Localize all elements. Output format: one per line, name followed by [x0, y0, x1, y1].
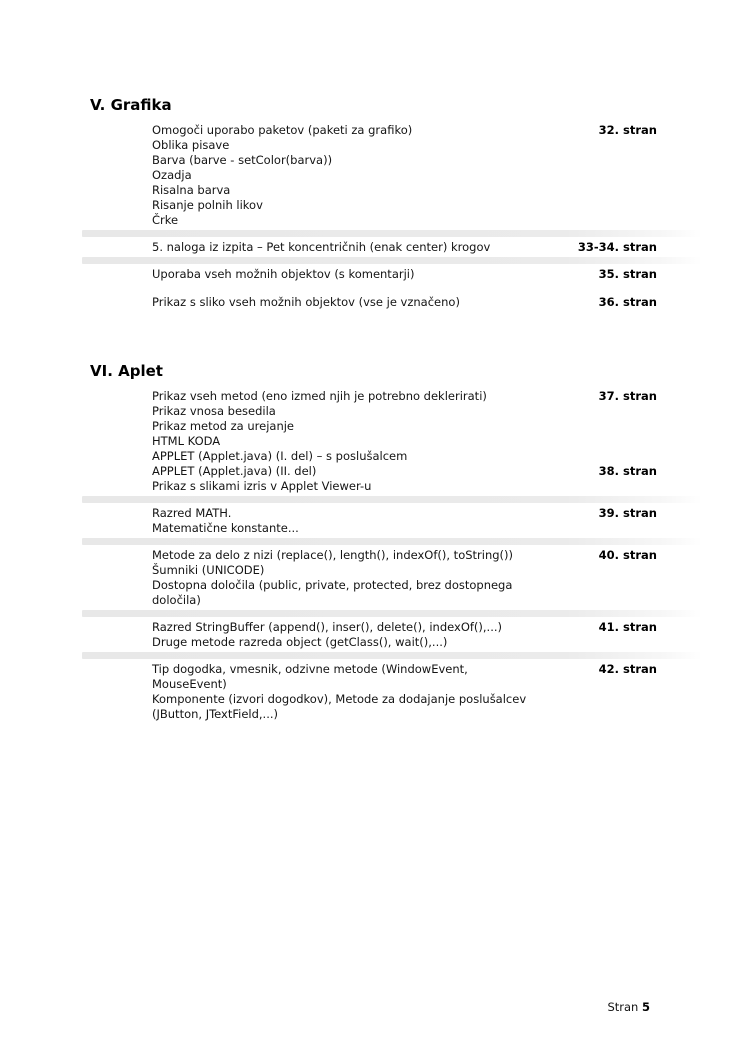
spacer: [90, 282, 657, 295]
toc-entry-text: Prikaz metod za urejanje: [152, 419, 295, 433]
toc-row: [152, 449, 657, 464]
footer-page-number: 5: [641, 1000, 650, 1014]
toc-row: [152, 183, 657, 198]
toc-row: [152, 168, 657, 183]
toc-entry-text: Razred MATH.: [152, 506, 232, 520]
toc-entry-page: 37. stran: [598, 389, 657, 403]
toc-row: [152, 506, 657, 521]
toc-group: [90, 389, 657, 494]
toc-entry-text: Oblika pisave: [152, 138, 230, 152]
toc-row: [152, 153, 657, 168]
toc-entry-text: Uporaba vseh možnih objektov (s komentarji): [152, 267, 415, 281]
toc-row: [152, 578, 657, 593]
toc-row: [152, 267, 657, 282]
toc-group: [90, 295, 657, 310]
toc-entry-text: (JButton, JTextField,...): [152, 707, 279, 721]
toc-row: [152, 434, 657, 449]
toc-group: [90, 506, 657, 536]
separator-bar: [82, 496, 702, 503]
page-footer: [607, 1000, 650, 1015]
toc-entry-text: Prikaz vnosa besedila: [152, 404, 276, 418]
toc-row: [152, 138, 657, 153]
toc-entry-text: določila): [152, 593, 201, 607]
toc-entry-text: Druge metode razreda object (getClass(), wait(),...): [152, 635, 448, 649]
toc-row: [152, 635, 657, 650]
separator-bar: [82, 652, 702, 659]
toc-row: [152, 419, 657, 434]
toc-row: [152, 213, 657, 228]
toc-row: [152, 692, 657, 707]
toc-content: [90, 96, 657, 774]
toc-row: [152, 389, 657, 404]
toc-entry-page: 40. stran: [598, 548, 657, 562]
toc-group: [90, 123, 657, 228]
toc-entry-text: APPLET (Applet.java) (I. del) – s poslušalcem: [152, 449, 408, 463]
toc-row: [152, 521, 657, 536]
toc-entry-text: Matematične konstante...: [152, 521, 299, 535]
toc-entry-text: Risanje polnih likov: [152, 198, 263, 212]
toc-entry-text: Prikaz vseh metod (eno izmed njih je potrebno deklerirati): [152, 389, 487, 403]
toc-row: [152, 593, 657, 608]
toc-group: [90, 240, 657, 255]
toc-entry-text: Tip dogodka, vmesnik, odzivne metode (WindowEvent,: [152, 662, 468, 676]
toc-row: [152, 479, 657, 494]
separator-bar: [82, 257, 702, 264]
toc-entry-page: 32. stran: [598, 123, 657, 137]
toc-row: [152, 620, 657, 635]
toc-entry-page: 33-34. stran: [577, 240, 657, 254]
toc-entry-text: APPLET (Applet.java) (II. del): [152, 464, 317, 478]
toc-entry-page: 38. stran: [598, 464, 657, 478]
toc-entry-page: 36. stran: [598, 295, 657, 309]
toc-row: [152, 123, 657, 138]
toc-row: [152, 404, 657, 419]
toc-entry-text: Ozadja: [152, 168, 192, 182]
section-title: V. Grafika: [90, 96, 172, 114]
toc-row: [152, 464, 657, 479]
toc-entry-text: Dostopna določila (public, private, protected, brez dostopnega: [152, 578, 513, 592]
toc-row: [152, 707, 657, 722]
toc-entry-text: Omogoči uporabo paketov (paketi za grafiko): [152, 123, 413, 137]
toc-entry-text: 5. naloga iz izpita – Pet koncentričnih (enak center) krogov: [152, 240, 491, 254]
toc-entry-text: Barva (barve - setColor(barva)): [152, 153, 333, 167]
separator-bar: [82, 610, 702, 617]
toc-row: [152, 240, 657, 255]
toc-group: [90, 267, 657, 282]
toc-entry-text: Razred StringBuffer (append(), inser(), delete(), indexOf(),...): [152, 620, 503, 634]
toc-entry-text: Šumniki (UNICODE): [152, 563, 265, 577]
toc-entry-text: Metode za delo z nizi (replace(), length(), indexOf(), toString()): [152, 548, 514, 562]
toc-group: [90, 662, 657, 722]
toc-entry-page: 41. stran: [598, 620, 657, 634]
toc-section: [90, 362, 657, 722]
toc-row: [152, 548, 657, 563]
toc-entry-text: Prikaz s slikami izris v Applet Viewer-u: [152, 479, 372, 493]
toc-entry-page: 35. stran: [598, 267, 657, 281]
toc-entry-text: HTML KODA: [152, 434, 221, 448]
toc-row: [152, 677, 657, 692]
toc-entry-page: 39. stran: [598, 506, 657, 520]
toc-row: [152, 563, 657, 578]
toc-entry-text: Prikaz s sliko vseh možnih objektov (vse je vznačeno): [152, 295, 460, 309]
separator-bar: [82, 538, 702, 545]
toc-row: [152, 198, 657, 213]
footer-label: Stran: [607, 1000, 639, 1014]
separator-bar: [82, 230, 702, 237]
toc-group: [90, 548, 657, 608]
toc-section: [90, 96, 657, 310]
toc-entry-page: 42. stran: [598, 662, 657, 676]
toc-entry-text: Črke: [152, 213, 179, 227]
toc-entry-text: Risalna barva: [152, 183, 231, 197]
toc-entry-text: Komponente (izvori dogodkov), Metode za dodajanje poslušalcev: [152, 692, 527, 706]
toc-row: [152, 295, 657, 310]
section-title: VI. Aplet: [90, 362, 163, 380]
toc-entry-text: MouseEvent): [152, 677, 227, 691]
toc-group: [90, 620, 657, 650]
toc-row: [152, 662, 657, 677]
